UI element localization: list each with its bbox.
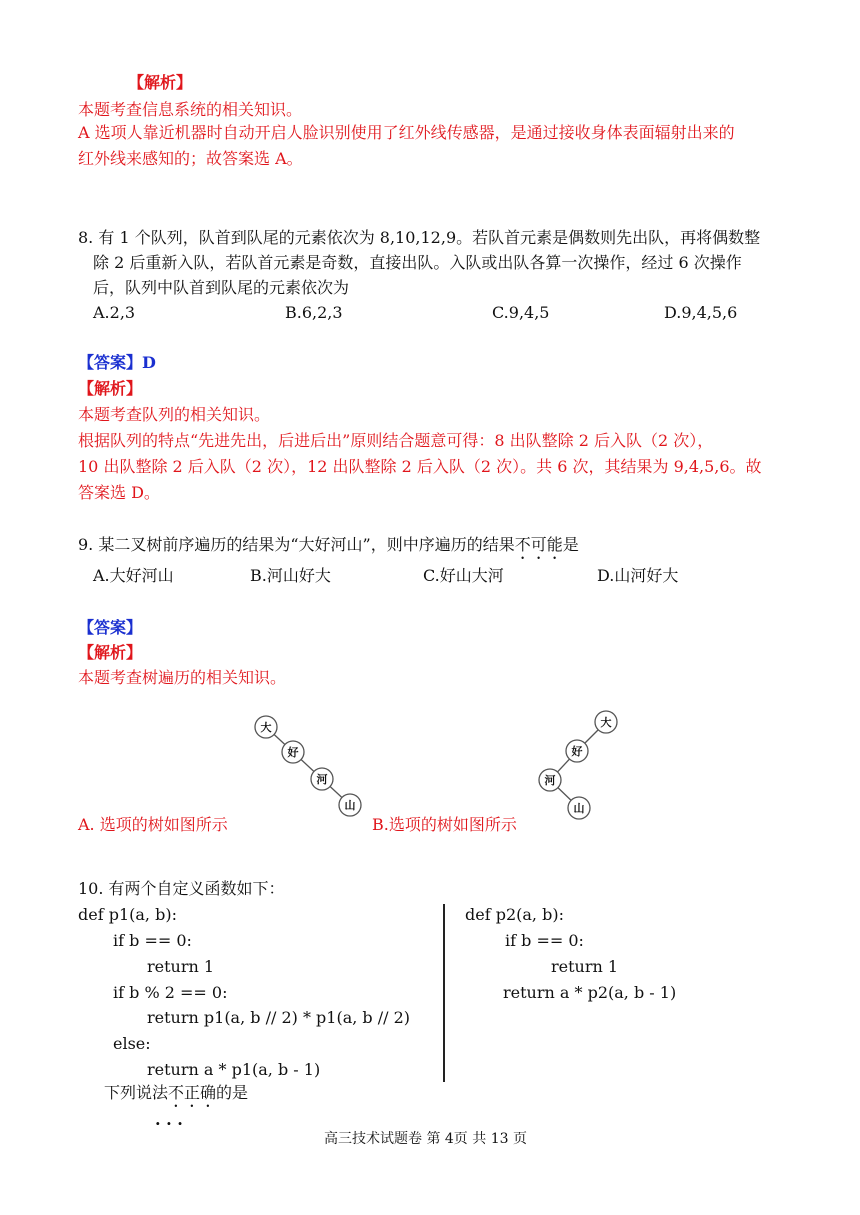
q9-answer-label: 【答案】 [78,618,143,637]
code-left-line-4: if b % 2 == 0: [113,983,228,1002]
tree-a [255,716,361,816]
tree-b-node-shan [568,797,590,819]
code-left-line-7: return a * p1(a, b - 1) [147,1060,321,1079]
tree-a-node-he [311,768,333,790]
q8-stem-line2: 除 2 后重新入队，若队首元素是奇数，直接出队。入队或出队各算一次操作，经过 6 次操作 [93,253,742,272]
q7-analysis-line1: 本题考查信息系统的相关知识。 [78,100,303,119]
svg-text:山: 山 [344,799,356,812]
q8-option-a: A.2,3 [93,303,136,322]
q9-option-b: B.河山好大 [250,566,331,585]
page-footer: 高三技术试题卷 第 4页 共 13 页 [324,1131,527,1147]
q10-question-post: 的是 [216,1083,249,1102]
tree-a-node-shan [339,794,361,816]
svg-text:好: 好 [287,746,299,759]
tree-a-caption: A. 选项的树如图所示 [78,815,228,834]
code-right-line-2: if b == 0: [505,931,584,950]
q8-analysis-line3: 10 出队整除 2 后入队（2 次），12 出队整除 2 后入队（2 次）。共 6 次，其结果为 9,4,5,6。故 [78,457,762,476]
q9-analysis-line1: 本题考查树遍历的相关知识。 [78,668,287,687]
q8-stem-line1: 8. 有 1 个队列，队首到队尾的元素依次为 8,10,12,9。若队首元素是偶数则先出队，再将偶数整 [78,228,761,247]
q9-stem-post: 是 [562,535,579,554]
q8-analysis-label: 【解析】 [78,379,143,398]
q8-analysis-line4: 答案选 D。 [78,483,160,502]
tree-b-node-he [539,769,561,791]
code-left-line-3: return 1 [147,957,215,976]
svg-text:山: 山 [573,802,585,815]
tree-b-node-da [595,711,617,733]
q9-option-d: D.山河好大 [597,566,679,585]
q7-analysis-label: 【解析】 [128,73,193,92]
q8-answer-value: D [142,353,156,372]
q9-stem-pre: 9. 某二叉树前序遍历的结果为“大好河山”，则中序遍历的结果 [78,535,515,554]
svg-text:好: 好 [571,745,583,758]
q10-question [104,1083,248,1111]
tree-a-node-da [255,716,277,738]
q10-question-emphasis: 不正确 [168,1083,217,1102]
svg-text:河: 河 [544,774,556,787]
q7-analysis-line2: A 选项人靠近机器时自动开启人脸识别使用了红外线传感器，是通过接收身体表面辐射出来的 [78,123,735,142]
svg-text:大: 大 [600,716,612,729]
q8-stem-line3: 后，队列中队首到队尾的元素依次为 [93,278,350,297]
code-left-line-2: if b == 0: [113,931,192,950]
code-left-line-1: def p1(a, b): [78,905,177,924]
q8-answer-label: 【答案】 [78,353,143,372]
code-left-line-5: return p1(a, b // 2) * p1(a, b // 2) [147,1008,411,1027]
q9-analysis-label: 【解析】 [78,643,143,662]
tree-b-node-hao [566,740,588,762]
svg-text:大: 大 [260,721,272,734]
q10-question-pre: 下列说法 [104,1083,169,1102]
q8-option-c: C.9,4,5 [492,303,550,322]
q10-stem: 10. 有两个自定义函数如下： [78,879,285,898]
q9-stem-emphasis: 不可能 [514,535,563,554]
tree-b-caption: B.选项的树如图所示 [372,815,517,834]
q8-option-b: B.6,2,3 [285,303,343,322]
q8-analysis-line1: 本题考查队列的相关知识。 [78,405,271,424]
q8-analysis-line2: 根据队列的特点“先进先出，后进后出”原则结合题意可得：8 出队整除 2 后入队（2 次）， [78,431,714,450]
code-left-line-6: else: [113,1034,151,1053]
q10-trailing-dots: . . . [155,1110,183,1129]
q7-analysis-line3: 红外线来感知的；故答案选 A。 [78,149,303,168]
tree-a-node-hao [282,741,304,763]
tree-b [539,711,617,819]
svg-text:河: 河 [316,773,328,786]
code-right-line-1: def p2(a, b): [465,905,564,924]
q9-option-a: A.大好河山 [93,566,174,585]
code-divider [443,904,445,1082]
q8-option-d: D.9,4,5,6 [664,303,738,322]
code-right-line-3: return 1 [551,957,619,976]
q9-option-c: C.好山大河 [423,566,504,585]
code-right-line-4: return a * p2(a, b - 1) [503,983,677,1002]
